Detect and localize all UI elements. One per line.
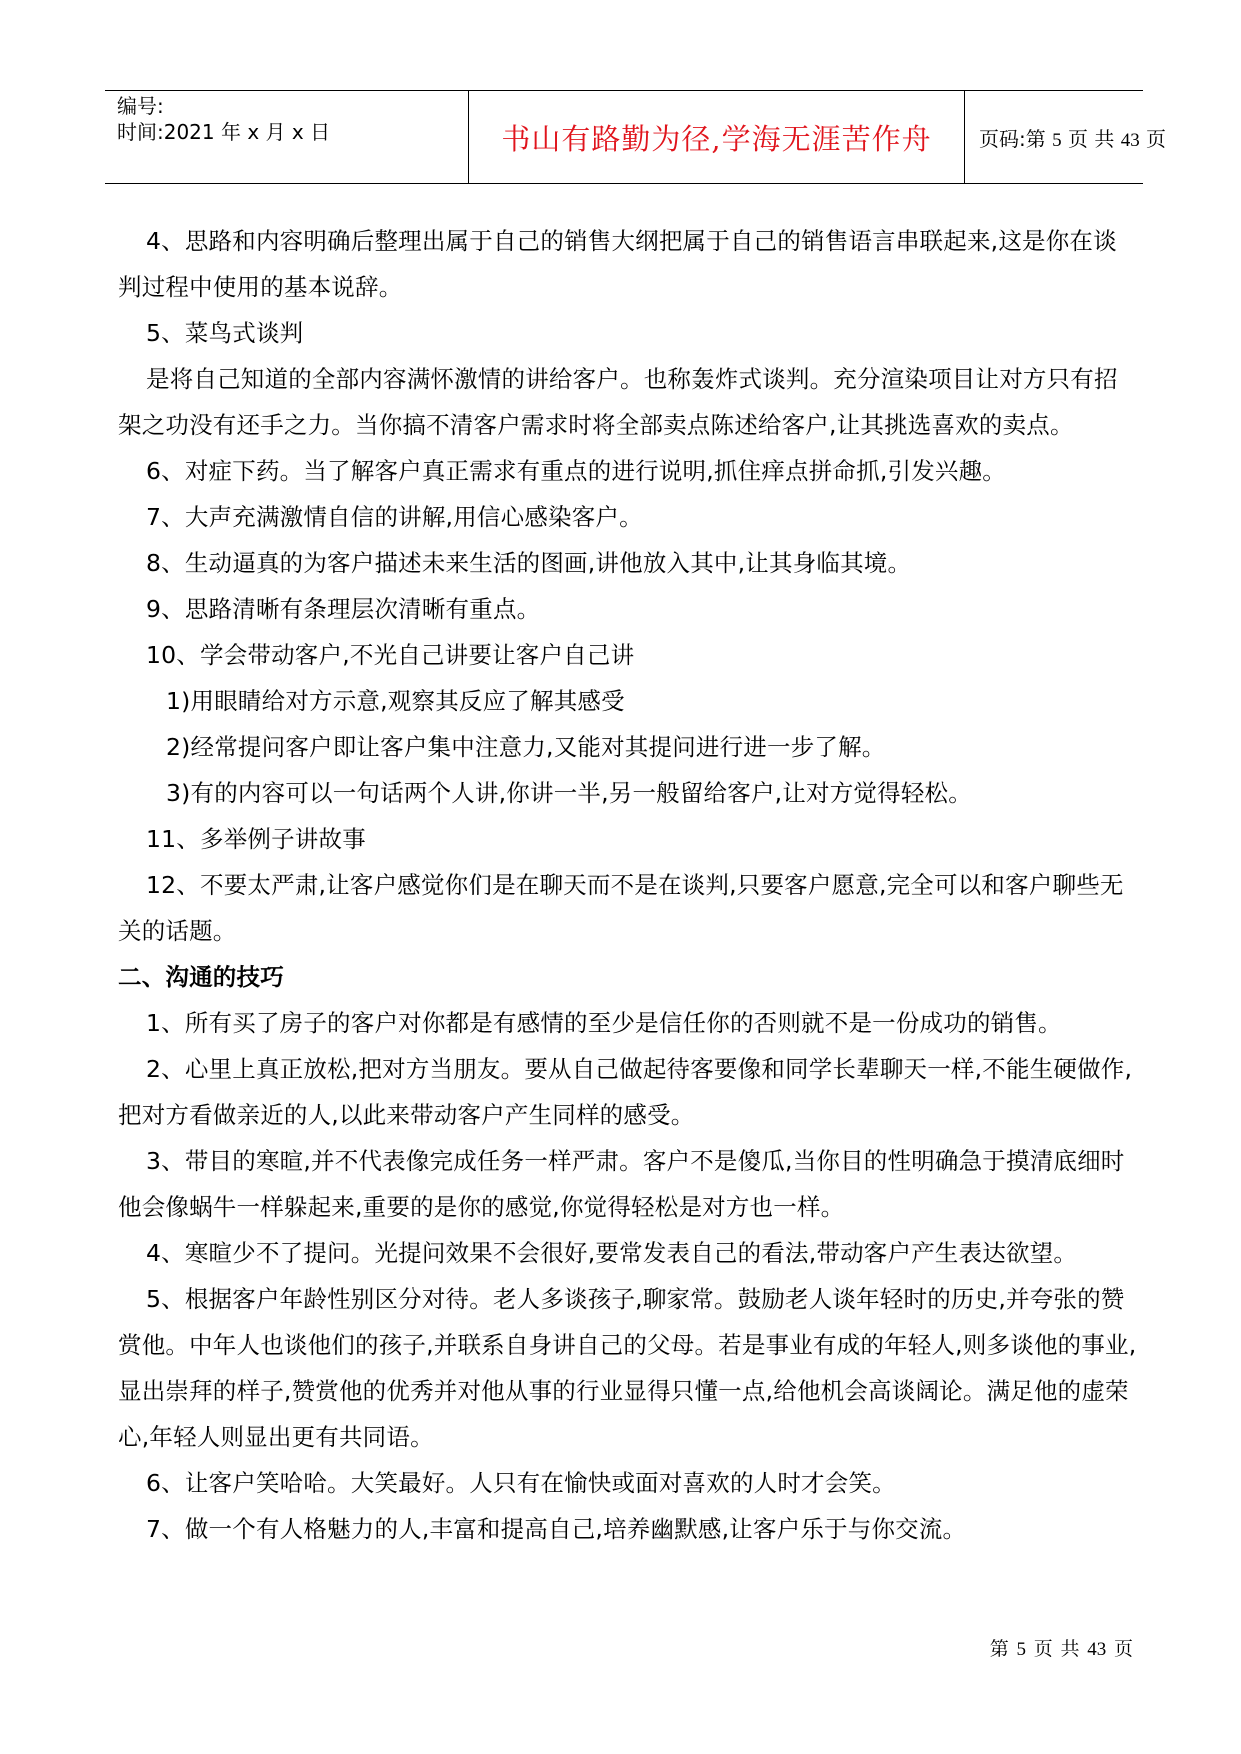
paragraph: 6、对症下药。当了解客户真正需求有重点的进行说明,抓住痒点拼命抓,引发兴趣。 [146, 457, 1006, 485]
document-time: 时间:2021 年 x 月 x 日 [117, 120, 331, 144]
paragraph: 10、学会带动客户,不光自己讲要让客户自己讲 [146, 641, 635, 669]
section-heading: 二、沟通的技巧 [118, 963, 284, 991]
header-motto-cell [468, 91, 965, 183]
header-meta [117, 91, 467, 183]
page-mid: 页 共 [1067, 126, 1115, 151]
page-total: 43 [1120, 129, 1140, 151]
page-footer: 第 5 页 共 43 页 [989, 1639, 1133, 1660]
document-number-label: 编号: [117, 94, 164, 118]
paragraph: 3、带目的寒暄,并不代表像完成任务一样严肃。客户不是傻瓜,当你目的性明确急于摸清底细时他会像蜗牛一样躲起来,重要的是你的感觉,你觉得轻松是对方也一样。 [118, 1147, 1125, 1221]
paragraph: 5、根据客户年龄性别区分对待。老人多谈孩子,聊家常。鼓励老人谈年轻时的历史,并夸张的赞赏他。中年人也谈他们的孩子,并联系自身讲自己的父母。若是事业有成的年轻人,则多谈他的事业,显出崇拜的样子,赞赏他的优秀并对他从事的行业显得只懂一点,给他机会高谈阔论。满足他的虚荣心,年轻人则显出更有共同语。 [118, 1285, 1137, 1451]
page-current: 5 [1052, 129, 1062, 151]
sub-item: 3)有的内容可以一句话两个人讲,你讲一半,另一般留给客户,让对方觉得轻松。 [166, 779, 972, 807]
sub-item: 1)用眼睛给对方示意,观察其反应了解其感受 [166, 687, 625, 715]
page-end: 页 [1146, 126, 1167, 151]
paragraph: 5、菜鸟式谈判 [146, 319, 304, 347]
sub-item: 2)经常提问客户即让客户集中注意力,又能对其提问进行进一步了解。 [166, 733, 886, 761]
header-page-info [965, 91, 1167, 183]
page-header [105, 90, 1167, 184]
paragraph: 6、让客户笑哈哈。大笑最好。人只有在愉快或面对喜欢的人时才会笑。 [146, 1469, 896, 1497]
paragraph: 7、做一个有人格魅力的人,丰富和提高自己,培养幽默感,让客户乐于与你交流。 [146, 1515, 967, 1543]
paragraph: 1、所有买了房子的客户对你都是有感情的至少是信任你的否则就不是一份成功的销售。 [146, 1009, 1062, 1037]
paragraph: 7、大声充满激情自信的讲解,用信心感染客户。 [146, 503, 643, 531]
paragraph: 2、心里上真正放松,把对方当朋友。要从自己做起待客要像和同学长辈聊天一样,不能生硬做作,把对方看做亲近的人,以此来带动客户产生同样的感受。 [118, 1055, 1133, 1129]
paragraph: 8、生动逼真的为客户描述未来生活的图画,讲他放入其中,让其身临其境。 [146, 549, 912, 577]
paragraph: 11、多举例子讲故事 [146, 825, 366, 853]
document-body [118, 218, 1138, 1552]
paragraph: 4、寒暄少不了提问。光提问效果不会很好,要常发表自己的看法,带动客户产生表达欲望。 [146, 1239, 1078, 1267]
paragraph: 4、思路和内容明确后整理出属于自己的销售大纲把属于自己的销售语言串联起来,这是你在谈判过程中使用的基本说辞。 [118, 227, 1117, 301]
paragraph: 12、不要太严肃,让客户感觉你们是在聊天而不是在谈判,只要客户愿意,完全可以和客户聊些无关的话题。 [118, 871, 1124, 945]
page-number-info [979, 123, 1166, 152]
page-label: 页码:第 [979, 126, 1046, 151]
paragraph: 9、思路清晰有条理层次清晰有重点。 [146, 595, 541, 623]
header-motto: 书山有路勤为径,学海无涯苦作舟 [501, 121, 932, 156]
paragraph: 是将自己知道的全部内容满怀激情的讲给客户。也称轰炸式谈判。充分渲染项目让对方只有招架之功没有还手之力。当你搞不清客户需求时将全部卖点陈述给客户,让其挑选喜欢的卖点。 [118, 365, 1118, 439]
